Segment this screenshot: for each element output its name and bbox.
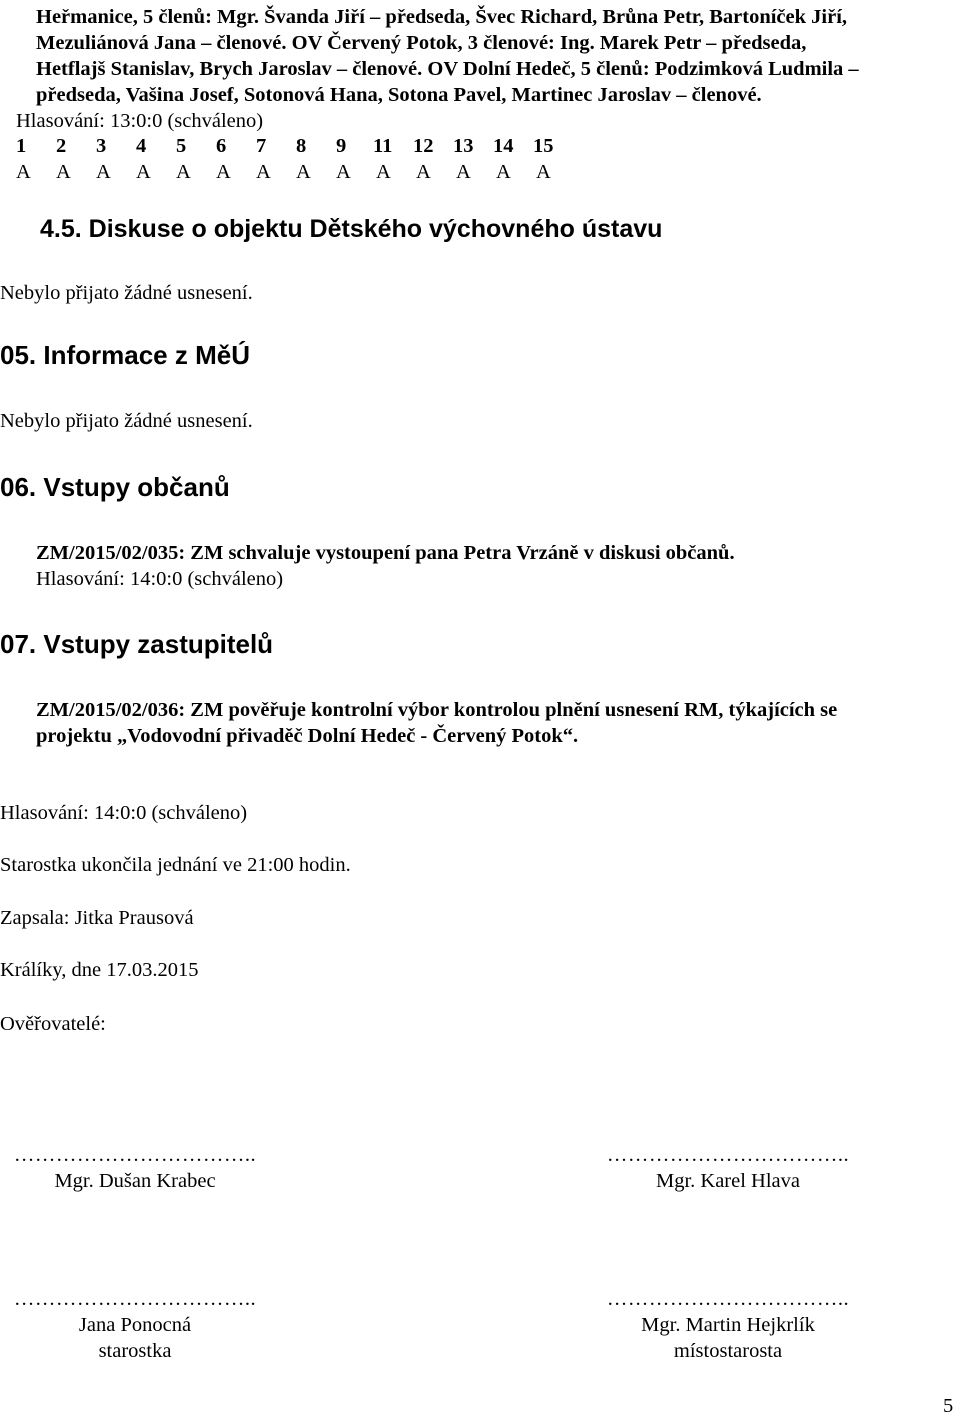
section-06-vote: Hlasování: 14:0:0 (schváleno) [36,568,284,590]
vote-number: 15 [533,135,554,157]
section-07-vote: Hlasování: 14:0:0 (schváleno) [0,802,248,824]
section-07-heading: 07. Vstupy zastupitelů [0,629,274,659]
signature-dots: …………………………….. [606,1288,850,1310]
vote-values-row [16,159,576,185]
resolution-035: ZM/2015/02/035: ZM schvaluje vystoupení pana Petra Vrzáně v diskusi občanů. [36,542,735,564]
signer-role: místostarosta [673,1340,783,1362]
signature-line-right-bottom [598,1286,858,1364]
signer-role: starostka [98,1340,172,1362]
vote-number: 2 [56,135,67,157]
vote-number: 4 [136,135,147,157]
intro-line-4: předseda, Vašina Josef, Sotonová Hana, Sotona Pavel, Martinec Jaroslav – členové. [36,84,762,106]
signer-name: Mgr. Karel Hlava [655,1170,801,1192]
vote-value: A [16,161,31,183]
vote-number: 13 [453,135,474,157]
vote-number: 8 [296,135,307,157]
vote-value: A [176,161,191,183]
vote-value: A [96,161,111,183]
signer-name: Mgr. Dušan Krabec [54,1170,216,1192]
resolution-036-line-2: projektu „Vodovodní přivaděč Dolní Hedeč - Červený Potok“. [36,725,579,747]
vote-number: 7 [256,135,267,157]
vote-value: A [216,161,231,183]
section-4-5-heading: 4.5. Diskuse o objektu Dětského výchovného ústavu [40,215,663,243]
intro-line-1: Heřmanice, 5 členů: Mgr. Švanda Jiří – předseda, Švec Richard, Brůna Petr, Bartoníček Jiří, [36,6,848,28]
intro-vote: Hlasování: 13:0:0 (schváleno) [16,110,264,132]
vote-value: A [256,161,271,183]
resolution-036-line-1: ZM/2015/02/036: ZM pověřuje kontrolní výbor kontrolou plnění usnesení RM, týkajících se [36,699,838,721]
vote-value: A [536,161,551,183]
vote-value: A [336,161,351,183]
vote-numbers-row [16,133,573,159]
vote-number: 14 [493,135,514,157]
signature-line-right-top [598,1142,858,1194]
vote-number: 5 [176,135,187,157]
verifiers-label: Ověřovatelé: [0,1013,106,1035]
vote-value: A [136,161,151,183]
section-05-heading: 05. Informace z MěÚ [0,340,250,370]
place-date: Králíky, dne 17.03.2015 [0,959,199,981]
signature-line-left-bottom [5,1286,265,1364]
vote-number: 9 [336,135,347,157]
vote-value: A [416,161,431,183]
signature-line-left-top [5,1142,265,1194]
page-number: 5 [943,1395,954,1417]
intro-line-3: Hetflajš Stanislav, Brych Jaroslav – členové. OV Dolní Hedeč, 5 členů: Podzimková Ludmila – [36,58,859,80]
vote-value: A [296,161,311,183]
vote-number: 1 [16,135,27,157]
signer-name: Jana Ponocná [78,1314,192,1336]
intro-line-2: Mezuliánová Jana – členové. OV Červený Potok, 3 členové: Ing. Marek Petr – předseda, [36,32,807,54]
vote-value: A [496,161,511,183]
section-06-heading: 06. Vstupy občanů [0,472,230,502]
vote-number: 3 [96,135,107,157]
section-05-text: Nebylo přijato žádné usnesení. [0,410,253,432]
vote-number: 11 [373,135,393,157]
vote-value: A [56,161,71,183]
signer-name: Mgr. Martin Hejkrlík [641,1314,815,1336]
vote-value: A [456,161,471,183]
vote-value: A [376,161,391,183]
meeting-end: Starostka ukončila jednání ve 21:00 hodin. [0,854,351,876]
signature-dots: …………………………….. [13,1144,257,1166]
section-4-5-text: Nebylo přijato žádné usnesení. [0,282,253,304]
signature-dots: …………………………….. [606,1144,850,1166]
vote-number: 6 [216,135,227,157]
vote-number: 12 [413,135,434,157]
recorder: Zapsala: Jitka Prausová [0,907,194,929]
signature-dots: …………………………….. [13,1288,257,1310]
